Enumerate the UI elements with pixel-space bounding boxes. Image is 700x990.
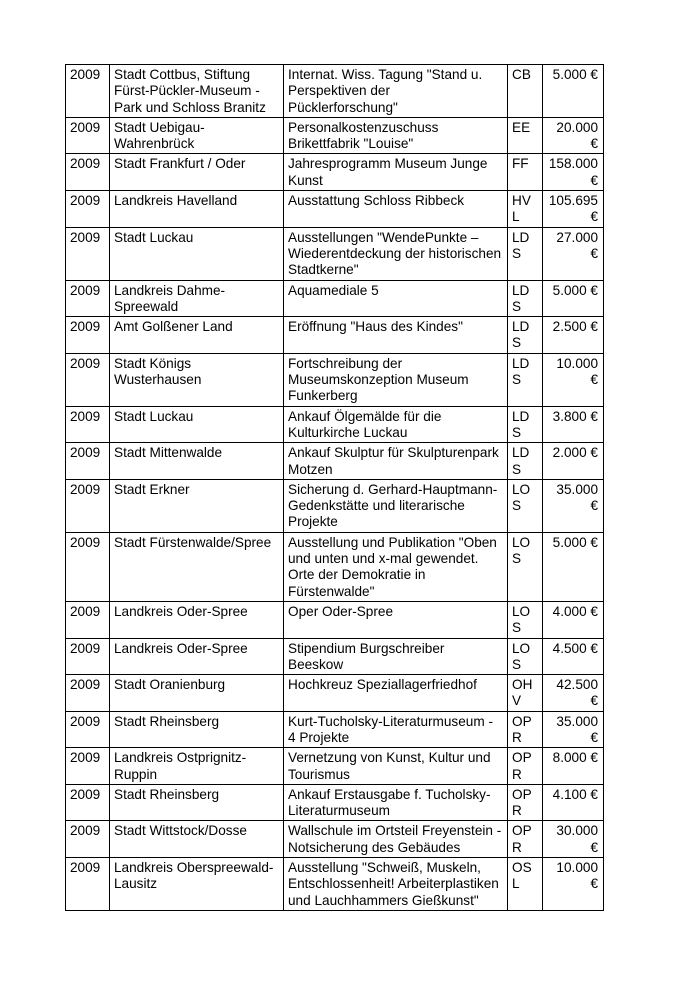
- district-code-cell: OPR: [508, 711, 543, 748]
- table-row: [66, 65, 604, 118]
- institution-cell: Landkreis Havelland: [110, 191, 284, 228]
- amount-cell: 5.000 €: [543, 532, 604, 601]
- amount-cell: 5.000 €: [543, 280, 604, 317]
- institution-cell: Stadt Erkner: [110, 479, 284, 532]
- table-row: [66, 784, 604, 821]
- district-code-cell: LDS: [508, 280, 543, 317]
- year-cell: 2009: [66, 601, 110, 638]
- table-row: [66, 711, 604, 748]
- district-code-cell: LDS: [508, 317, 543, 354]
- project-cell: Ankauf Ölgemälde für die Kulturkirche Luckau: [284, 406, 508, 443]
- year-cell: 2009: [66, 784, 110, 821]
- year-cell: 2009: [66, 191, 110, 228]
- project-cell: Fortschreibung der Museumskonzeption Museum Funkerberg: [284, 353, 508, 406]
- institution-cell: Stadt Oranienburg: [110, 675, 284, 712]
- institution-cell: Stadt Uebigau-Wahrenbrück: [110, 117, 284, 154]
- project-cell: Wallschule im Ortsteil Freyenstein - Notsicherung des Gebäudes: [284, 821, 508, 858]
- district-code-cell: LDS: [508, 443, 543, 480]
- amount-cell: 5.000 €: [543, 65, 604, 118]
- year-cell: 2009: [66, 821, 110, 858]
- funding-table: [65, 64, 604, 911]
- amount-cell: 10.000 €: [543, 858, 604, 911]
- amount-cell: 35.000 €: [543, 479, 604, 532]
- district-code-cell: LDS: [508, 227, 543, 280]
- project-cell: Eröffnung "Haus des Kindes": [284, 317, 508, 354]
- year-cell: 2009: [66, 675, 110, 712]
- amount-cell: 42.500 €: [543, 675, 604, 712]
- amount-cell: 30.000 €: [543, 821, 604, 858]
- district-code-cell: LOS: [508, 601, 543, 638]
- institution-cell: Stadt Luckau: [110, 406, 284, 443]
- table-row: [66, 821, 604, 858]
- table-row: [66, 858, 604, 911]
- district-code-cell: CB: [508, 65, 543, 118]
- institution-cell: Amt Golßener Land: [110, 317, 284, 354]
- project-cell: Aquamediale 5: [284, 280, 508, 317]
- district-code-cell: OPR: [508, 821, 543, 858]
- institution-cell: Landkreis Dahme-Spreewald: [110, 280, 284, 317]
- institution-cell: Stadt Cottbus, Stiftung Fürst-Pückler-Museum - Park und Schloss Branitz: [110, 65, 284, 118]
- table-row: [66, 443, 604, 480]
- year-cell: 2009: [66, 711, 110, 748]
- amount-cell: 27.000 €: [543, 227, 604, 280]
- institution-cell: Stadt Luckau: [110, 227, 284, 280]
- year-cell: 2009: [66, 227, 110, 280]
- year-cell: 2009: [66, 154, 110, 191]
- district-code-cell: OSL: [508, 858, 543, 911]
- year-cell: 2009: [66, 532, 110, 601]
- institution-cell: Landkreis Oder-Spree: [110, 638, 284, 675]
- project-cell: Ausstellungen "WendePunkte – Wiederentdeckung der historischen Stadtkerne": [284, 227, 508, 280]
- table-row: [66, 280, 604, 317]
- district-code-cell: LOS: [508, 479, 543, 532]
- institution-cell: Stadt Fürstenwalde/Spree: [110, 532, 284, 601]
- amount-cell: 10.000 €: [543, 353, 604, 406]
- project-cell: Ausstattung Schloss Ribbeck: [284, 191, 508, 228]
- table-row: [66, 117, 604, 154]
- project-cell: Vernetzung von Kunst, Kultur und Tourismus: [284, 748, 508, 785]
- year-cell: 2009: [66, 638, 110, 675]
- year-cell: 2009: [66, 353, 110, 406]
- project-cell: Ausstellung "Schweiß, Muskeln, Entschlossenheit! Arbeiterplastiken und Lauchhammers Gießkunst": [284, 858, 508, 911]
- funding-table-body: [66, 65, 604, 911]
- district-code-cell: OPR: [508, 748, 543, 785]
- institution-cell: Stadt Frankfurt / Oder: [110, 154, 284, 191]
- table-row: [66, 406, 604, 443]
- district-code-cell: EE: [508, 117, 543, 154]
- amount-cell: 158.000 €: [543, 154, 604, 191]
- year-cell: 2009: [66, 317, 110, 354]
- district-code-cell: LOS: [508, 638, 543, 675]
- amount-cell: 3.800 €: [543, 406, 604, 443]
- amount-cell: 8.000 €: [543, 748, 604, 785]
- institution-cell: Stadt Wittstock/Dosse: [110, 821, 284, 858]
- amount-cell: 35.000 €: [543, 711, 604, 748]
- amount-cell: 4.100 €: [543, 784, 604, 821]
- institution-cell: Stadt Königs Wusterhausen: [110, 353, 284, 406]
- table-row: [66, 675, 604, 712]
- district-code-cell: LOS: [508, 532, 543, 601]
- year-cell: 2009: [66, 406, 110, 443]
- table-row: [66, 317, 604, 354]
- amount-cell: 2.000 €: [543, 443, 604, 480]
- project-cell: Sicherung d. Gerhard-Hauptmann-Gedenkstätte und literarische Projekte: [284, 479, 508, 532]
- year-cell: 2009: [66, 748, 110, 785]
- year-cell: 2009: [66, 280, 110, 317]
- table-row: [66, 154, 604, 191]
- year-cell: 2009: [66, 117, 110, 154]
- project-cell: Personalkostenzuschuss Brikettfabrik "Louise": [284, 117, 508, 154]
- district-code-cell: LDS: [508, 406, 543, 443]
- year-cell: 2009: [66, 858, 110, 911]
- institution-cell: Landkreis Ostprignitz-Ruppin: [110, 748, 284, 785]
- district-code-cell: FF: [508, 154, 543, 191]
- table-row: [66, 191, 604, 228]
- amount-cell: 4.500 €: [543, 638, 604, 675]
- project-cell: Internat. Wiss. Tagung "Stand u. Perspektiven der Pücklerforschung": [284, 65, 508, 118]
- table-row: [66, 227, 604, 280]
- institution-cell: Stadt Mittenwalde: [110, 443, 284, 480]
- table-row: [66, 748, 604, 785]
- year-cell: 2009: [66, 65, 110, 118]
- project-cell: Oper Oder-Spree: [284, 601, 508, 638]
- amount-cell: 20.000 €: [543, 117, 604, 154]
- institution-cell: Landkreis Oberspreewald-Lausitz: [110, 858, 284, 911]
- table-row: [66, 638, 604, 675]
- district-code-cell: OPR: [508, 784, 543, 821]
- institution-cell: Landkreis Oder-Spree: [110, 601, 284, 638]
- project-cell: Ausstellung und Publikation "Oben und unten und x-mal gewendet. Orte der Demokratie in Fürstenwalde": [284, 532, 508, 601]
- project-cell: Ankauf Skulptur für Skulpturenpark Motzen: [284, 443, 508, 480]
- year-cell: 2009: [66, 479, 110, 532]
- project-cell: Kurt-Tucholsky-Literaturmuseum - 4 Projekte: [284, 711, 508, 748]
- table-row: [66, 479, 604, 532]
- project-cell: Stipendium Burgschreiber Beeskow: [284, 638, 508, 675]
- district-code-cell: LDS: [508, 353, 543, 406]
- district-code-cell: HVL: [508, 191, 543, 228]
- table-row: [66, 601, 604, 638]
- district-code-cell: OHV: [508, 675, 543, 712]
- amount-cell: 105.695 €: [543, 191, 604, 228]
- project-cell: Jahresprogramm Museum Junge Kunst: [284, 154, 508, 191]
- institution-cell: Stadt Rheinsberg: [110, 711, 284, 748]
- amount-cell: 2.500 €: [543, 317, 604, 354]
- project-cell: Hochkreuz Speziallagerfriedhof: [284, 675, 508, 712]
- amount-cell: 4.000 €: [543, 601, 604, 638]
- table-row: [66, 353, 604, 406]
- project-cell: Ankauf Erstausgabe f. Tucholsky-Literaturmuseum: [284, 784, 508, 821]
- institution-cell: Stadt Rheinsberg: [110, 784, 284, 821]
- table-row: [66, 532, 604, 601]
- year-cell: 2009: [66, 443, 110, 480]
